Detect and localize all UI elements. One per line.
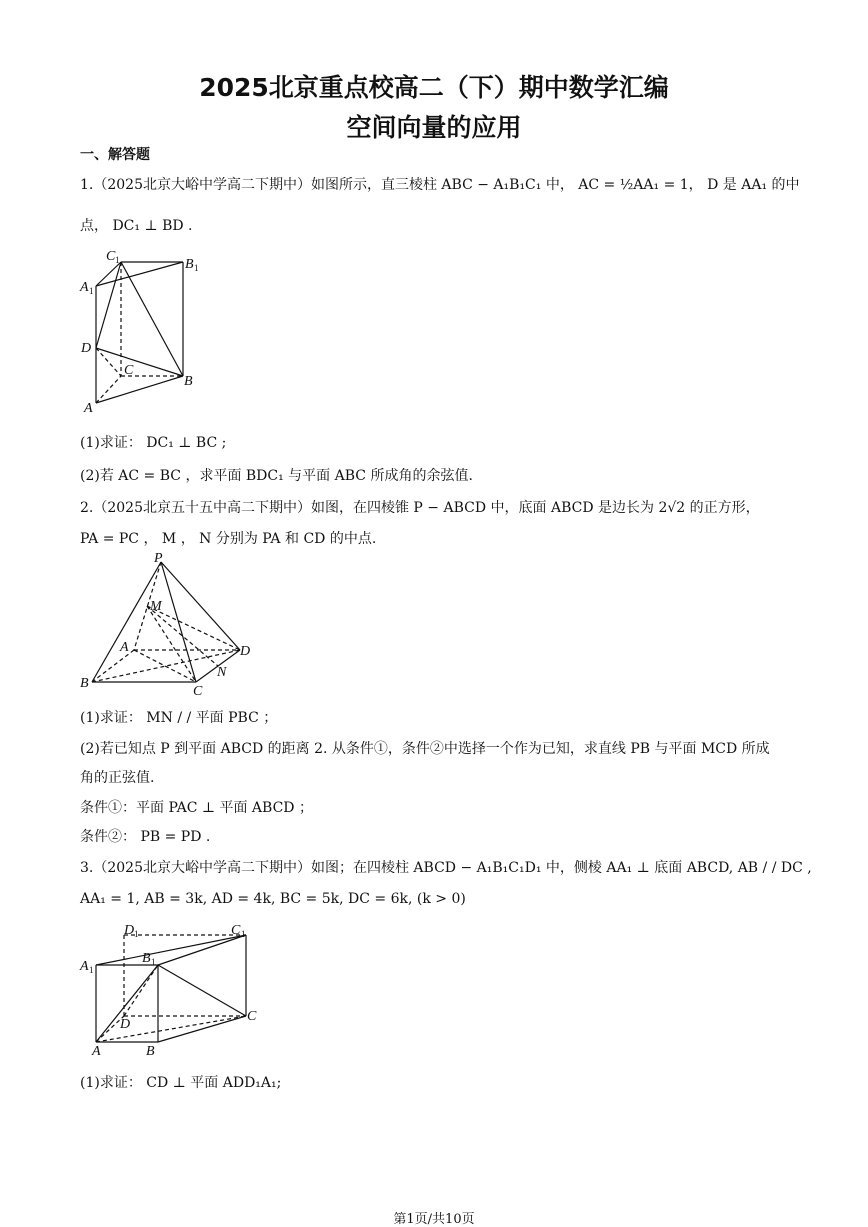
q1-stem-line2: 点， DC₁ ⊥ BD . <box>80 218 193 234</box>
q1-label-A: A <box>84 401 93 416</box>
q2-label-B: B <box>80 676 89 691</box>
q1-label-B1: B <box>185 257 194 272</box>
q2-label-P: P <box>154 552 163 566</box>
svg-text:1: 1 <box>134 929 139 939</box>
svg-text:1: 1 <box>241 929 246 939</box>
svg-text:1: 1 <box>89 286 94 296</box>
q1-label-B: B <box>184 374 193 389</box>
q3-label-B1: B <box>142 951 151 966</box>
page-number: 第1页/共10页 <box>393 1212 475 1227</box>
q2-label-D: D <box>240 644 251 659</box>
q3-stem-line1: 3.（2025北京大峪中学高二下期中）如图；在四棱柱 ABCD − A₁B₁C₁D₁ 中，侧棱 AA₁ ⊥ 底面 ABCD, AB / / DC , <box>80 860 812 876</box>
q2-pyramid-figure <box>76 552 261 700</box>
q3-label-A1: A <box>80 959 89 974</box>
q1-label-A1: A <box>80 280 89 295</box>
page-subtitle: 空间向量的应用 <box>346 113 522 142</box>
svg-text:1: 1 <box>194 263 199 273</box>
q2-label-C: C <box>193 684 203 699</box>
q2-condition2: 条件②： PB = PD . <box>80 829 211 845</box>
q1-label-C1: C <box>106 249 116 264</box>
q1-prism-figure <box>76 248 206 418</box>
q2-label-N: N <box>217 665 227 680</box>
q3-label-B: B <box>146 1044 155 1059</box>
q3-part1: (1)求证： CD ⊥ 平面 ADD₁A₁; <box>80 1075 282 1091</box>
q2-stem-line1: 2.（2025北京五十五中高二下期中）如图，在四棱锥 P − ABCD 中，底面 ABCD 是边长为 2√2 的正方形， <box>80 500 760 516</box>
q3-label-C: C <box>247 1009 257 1024</box>
svg-text:1: 1 <box>89 965 94 975</box>
q1-stem-line1: 1.（2025北京大峪中学高二下期中）如图所示，直三棱柱 ABC − A₁B₁C₁ 中， AC = ½AA₁ = 1， D 是 AA₁ 的中 <box>80 177 800 193</box>
q2-part2-line2: 角的正弦值. <box>80 770 155 786</box>
section-heading: 一、解答题 <box>80 147 150 163</box>
q2-label-A: A <box>120 640 129 655</box>
svg-text:1: 1 <box>151 957 156 967</box>
q3-prism-figure <box>76 920 266 1065</box>
q2-label-M: M <box>150 599 162 614</box>
page-title: 2025北京重点校高二（下）期中数学汇编 <box>199 73 669 102</box>
q2-part2-line1: (2)若已知点 P 到平面 ABCD 的距离 2. 从条件①，条件②中选择一个作为已知，求直线 PB 与平面 MCD 所成 <box>80 741 770 757</box>
q1-part2: (2)若 AC = BC ，求平面 BDC₁ 与平面 ABC 所成角的余弦值. <box>80 468 473 484</box>
q2-part1: (1)求证： MN / / 平面 PBC ； <box>80 710 278 726</box>
svg-text:1: 1 <box>115 255 120 265</box>
q1-part1: (1)求证： DC₁ ⊥ BC ; <box>80 435 227 451</box>
q3-stem-line2: AA₁ = 1, AB = 3k, AD = 4k, BC = 5k, DC = 6k, (k > 0) <box>80 891 466 907</box>
q1-label-D: D <box>81 341 92 356</box>
q1-label-C: C <box>124 363 134 378</box>
q3-label-D1: D <box>124 923 135 938</box>
q3-label-C1: C <box>231 923 241 938</box>
q3-label-D: D <box>120 1017 131 1032</box>
q3-label-A: A <box>92 1044 101 1059</box>
q2-condition1: 条件①：平面 PAC ⊥ 平面 ABCD ； <box>80 800 313 816</box>
q2-stem-line2: PA = PC ， M ， N 分别为 PA 和 CD 的中点. <box>80 531 377 547</box>
